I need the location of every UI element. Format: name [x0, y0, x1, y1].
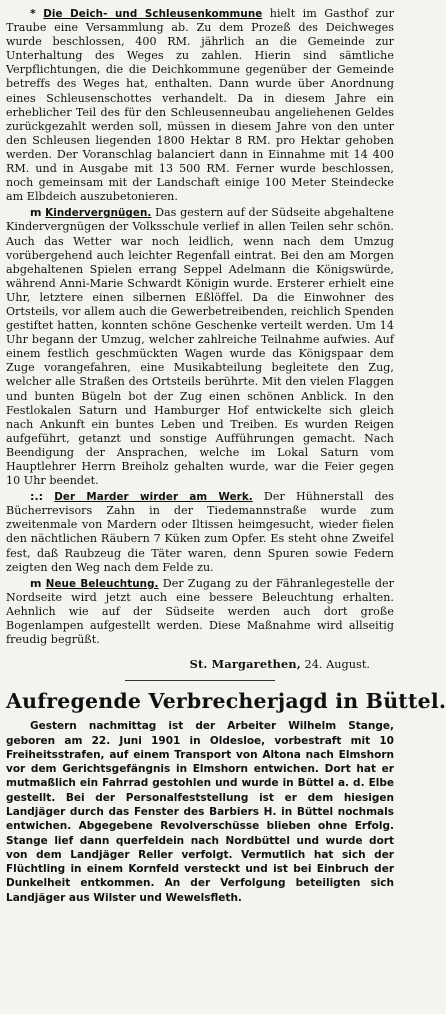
- article-deich-schleusenkommune: [6, 7, 394, 204]
- dateline-place: St. Margarethen,: [189, 657, 301, 672]
- article-marker: m: [30, 206, 42, 220]
- article-marker: *: [30, 7, 36, 20]
- article-lead: Neue Beleuchtung.: [45, 577, 159, 590]
- article-headline: Aufregende Verbrecherjagd in Büttel.: [6, 689, 446, 714]
- article-lead: Kindervergnügen.: [45, 207, 152, 220]
- section-divider: [125, 680, 275, 681]
- dateline-date: 24. August.: [300, 658, 370, 672]
- article-kindervergnuegen: [6, 206, 394, 488]
- article-lead: Der Marder wirder am Werk.: [54, 491, 253, 504]
- dateline: [6, 656, 394, 673]
- article-body: Der Zugang zu der Fähranlegestelle der Nordseite wird jetzt auch eine bessere Beleuchtung erhalten. Aehnlich wie auf der Südseite werden auch dort große Bogenlampen aufgestellt werden. Diese Maßnahme wird allseitig freudig begrüßt.: [6, 576, 394, 647]
- article-verbrecherjagd: [6, 719, 394, 905]
- article-body: Das gestern auf der Südseite abgehaltene Kindervergnügen der Volksschule verlief in allen Teilen sehr schön. Auch das Wetter war noch leidlich, wenn nach dem Umzug vorübergehend auch leichter Regenfall eintrat. Bei den am Morgen abgehaltenen Spielen errang Seppel Adelmann die Königswürde, während Anni-Marie Schwardt Königin wurde. Ersterer erhielt eine Uhr, letztere einen silbernen Eßlöffel. Da die Einwohner des Ortsteils, vor allem auch die Gewerbetreibenden, reichlich Spenden gestiftet hatten, konnten schöne Geschenke verteilt werden. Um 14 Uhr begann der Umzug, welcher zahlreiche Teilnahme aufwies. Auf einem festlich geschmückten Wagen wurde das Königspaar dem Zuge vorangefahren, eine Musikabteilung begleitete den Zug, welcher alle Straßen des Ortsteils berührte. Mit den vielen Flaggen und bunten Bügeln bot der Zug einen schönen Anblick. In den Festlokalen Saturn und Hamburger Hof entwickelte sich gleich nach Ankunft ein buntes Leben und Treiben. Es wurden Reigen aufgeführt, getanzt und sonstige Aufführungen gemacht. Nach Beendigung der Ansprachen, welche im Lokal Saturn vom Hauptlehrer Herrn Breiholz gehalten wurde, war die Feier gegen 10 Uhr beendet.: [6, 206, 394, 488]
- article-lead: Die Deich- und Schleusenkommune: [43, 8, 263, 20]
- article-marder: [6, 490, 394, 575]
- article-marker: m: [30, 576, 42, 590]
- article-body: Gestern nachmittag ist der Arbeiter Wilhelm Stange, geboren am 22. Juni 1901 in Oldesloe, vorbestraft mit 10 Freiheitsstrafen, auf einem Transport von Altona nach Elmshorn vor dem Gerichtsgefängnis in Elmshorn entwichen. Dort hat er mutmaßlich ein Fahrrad gestohlen und wurde in Büttel a. d. Elbe gestellt. Bei der Personalfeststellung ist er dem hiesigen Landjäger durch das Fenster des Barbiers H. in Büttel nochmals entwichen. Abgegebene Revolverschüsse blieben ohne Erfolg. Stange lief dann querfeldein nach Nordbüttel und wurde dort von dem Landjäger Reller verfolgt. Vermutlich hat sich der Flüchtling in einem Kornfeld versteckt und ist bei Einbruch der Dunkelheit entkommen. An der Verfolgung beteiligten sich Landjäger aus Wilster und Wewelsfleth.: [6, 720, 394, 904]
- article-marker: :.:: [30, 490, 44, 504]
- article-body: Der Hühnerstall des Bücherrevisors Zahn in der Tiedemannstraße wurde zum zweitenmale von Mardern oder Iltissen heimgesucht, wieder fielen den nächtlichen Räubern 7 Küken zum Opfer. Es steht ohne Zweifel fest, daß Raubzeug die Täter waren, denn Spuren sowie Federn zeigten den Weg nach dem Felde zu.: [6, 490, 395, 574]
- newspaper-column: [6, 7, 446, 905]
- article-neue-beleuchtung: [6, 577, 394, 647]
- article-body: hielt im Gasthof zur Traube eine Versammlung ab. Zu dem Prozeß des Deichweges wurde beschlossen, 400 RM. jährlich an die Gemeinde zur Unterhaltung des Weges zu zahlen. Hierin sind sämtliche Verpflichtungen, die die Deichkommune gegenüber der Gemeinde betreffs des Weges hat, enthalten. Dann wurde über Anordnung eines Schleusenschottes verhandelt. Da in diesem Jahre ein erheblicher Teil des für den Schleusenneubau angeliehenen Geldes zurückgezahlt werden soll, müssen in diesem Jahre von den unter den Schleusen liegenden 1800 Hektar 8 RM. pro Hektar gehoben werden. Der Voranschlag balanciert dann in Einnahme mit 14 400 RM. und in Ausgabe mit 13 500 RM. Ferner wurde beschlossen, noch gemeinsam mit der Landschaft einige 100 Meter Steindecke am Elbdeich auszubetonieren.: [6, 7, 395, 204]
